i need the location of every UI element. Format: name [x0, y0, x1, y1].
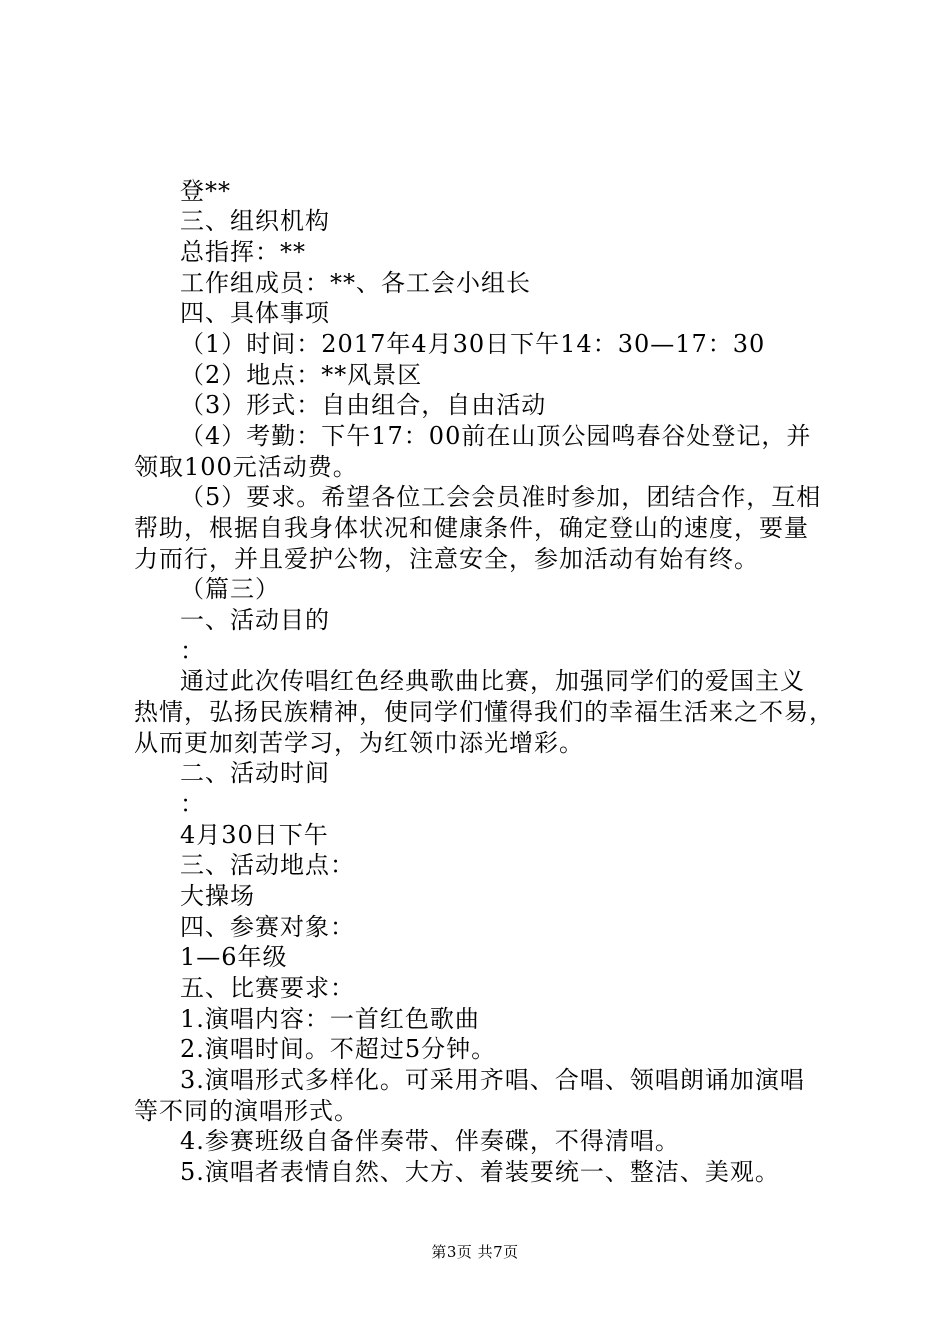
- text-line: （2）地点：**风景区: [180, 361, 423, 389]
- text-line: 登**: [180, 177, 231, 205]
- text-line: ：: [180, 790, 205, 818]
- text-line: （1）时间：2017年4月30日下午14：30—17：30: [180, 330, 766, 358]
- section-heading: 三、组织机构: [180, 207, 330, 235]
- text-line: 领取100元活动费。: [134, 453, 358, 481]
- section-heading: （篇三）: [180, 575, 280, 603]
- text-line: 5.演唱者表情自然、大方、着装要统一、整洁、美观。: [180, 1158, 780, 1186]
- text-line: （3）形式：自由组合，自由活动: [180, 391, 547, 419]
- text-line: （5）要求。希望各位工会会员准时参加，团结合作，互相: [180, 483, 822, 511]
- text-line: 3.演唱形式多样化。可采用齐唱、合唱、领唱朗诵加演唱: [180, 1066, 805, 1094]
- text-line: 大操场: [180, 882, 255, 910]
- text-line: 2.演唱时间。不超过5分钟。: [180, 1035, 497, 1063]
- text-line: 1.演唱内容：一首红色歌曲: [180, 1005, 480, 1033]
- text-line: 1—6年级: [180, 943, 288, 971]
- section-heading: 四、具体事项: [180, 299, 330, 327]
- text-line: 热情，弘扬民族精神，使同学们懂得我们的幸福生活来之不易，: [134, 698, 834, 726]
- text-line: 等不同的演唱形式。: [134, 1097, 359, 1125]
- page-footer: 第3页 共7页: [431, 1243, 519, 1261]
- text-line: 从而更加刻苦学习，为红领巾添光增彩。: [134, 729, 584, 757]
- section-heading: 一、活动目的: [180, 606, 330, 634]
- text-line: 帮助，根据自我身体状况和健康条件，确定登山的速度，要量: [134, 514, 809, 542]
- text-line: 工作组成员：**、各工会小组长: [180, 269, 531, 297]
- text-line: ：: [180, 637, 205, 665]
- text-line: 总指挥：**: [180, 238, 306, 266]
- section-heading: 四、参赛对象：: [180, 913, 355, 941]
- text-line: 4.参赛班级自备伴奏带、伴奏碟，不得清唱。: [180, 1127, 680, 1155]
- text-line: 力而行，并且爱护公物，注意安全，参加活动有始有终。: [134, 545, 759, 573]
- section-heading: 二、活动时间: [180, 759, 330, 787]
- section-heading: 三、活动地点：: [180, 851, 355, 879]
- section-heading: 五、比赛要求：: [180, 974, 355, 1002]
- text-line: 4月30日下午: [180, 821, 329, 849]
- text-line: 通过此次传唱红色经典歌曲比赛，加强同学们的爱国主义: [180, 667, 805, 695]
- text-line: （4）考勤：下午17：00前在山顶公园鸣春谷处登记，并: [180, 422, 812, 450]
